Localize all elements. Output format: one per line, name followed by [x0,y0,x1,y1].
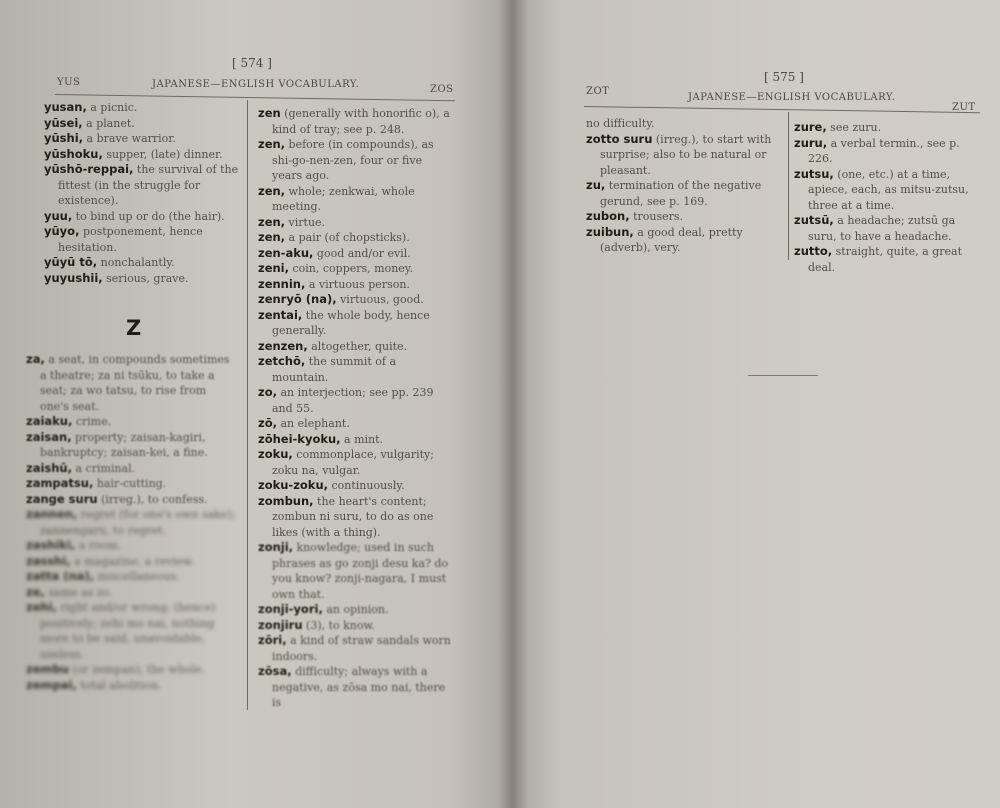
dictionary-entry [794,167,984,214]
dictionary-entry [794,244,984,275]
entry-headword: zen-aku, [258,245,314,260]
left-col1-entries [44,100,240,286]
entry-headword: zubon, [586,209,630,223]
entry-headword: zashiki, [26,538,76,552]
dictionary-entry [26,678,236,694]
dictionary-entry [44,100,240,116]
entry-headword: za, [26,352,45,366]
column-rule-r [788,112,789,260]
dictionary-entry [258,602,454,618]
dictionary-entry [44,131,240,147]
running-head-center-r: JAPANESE—ENGLISH VOCABULARY. [688,92,896,103]
entry-definition: (irreg.), to confess. [97,492,208,506]
dictionary-entry [586,225,782,256]
entry-headword: zehi, [26,600,57,614]
entry-definition: crime. [72,415,112,428]
dictionary-entry [44,162,240,209]
entry-headword: zōri, [258,633,287,647]
entry-definition: a mint. [340,432,384,446]
entry-headword: zen, [258,183,286,198]
dictionary-entry [258,339,454,355]
dictionary-entry [26,507,236,538]
entry-headword: zetchō, [258,354,306,368]
entry-headword: yūshō-reppai, [44,162,134,176]
running-head-right-r: ZUT [952,102,976,113]
dictionary-entry [44,255,240,271]
dictionary-entry [26,414,236,430]
right-page [512,0,1000,808]
entry-headword: zuibun, [586,224,634,239]
entry-definition: right and/or wrong; (hence) positively; zehi mo nai, nothing more to be said, unavoidable, useless. [40,601,216,661]
entry-headword: zennin, [258,276,306,291]
right-col2-entries [794,120,984,275]
entry-headword: zōsa, [258,664,292,678]
entry-definition: the whole body, hence generally. [272,308,430,337]
entry-definition: a verbal termin., see p. 226. [808,136,960,165]
entry-definition: supper, (late) dinner. [102,147,223,161]
entry-definition: miscellaneous. [94,570,180,583]
entry-definition: total abolition. [76,678,162,692]
entry-headword: zatta (na), [26,569,95,583]
dictionary-entry [794,136,984,167]
dictionary-entry [258,184,454,215]
running-head-left: YUS [57,77,81,88]
entry-definition: regret (for one's own sake); zannengaru, to regret. [40,508,236,537]
entry-headword: zenzen, [258,338,308,353]
dictionary-entry [26,554,236,570]
entry-headword: zonji-yori, [258,602,323,616]
dictionary-entry [26,476,236,492]
dictionary-entry [44,116,240,132]
entry-headword: zombun, [258,493,314,508]
dictionary-entry [258,664,454,711]
dictionary-entry [44,209,240,225]
entry-definition: no difficulty. [586,117,655,130]
entry-headword: zonjiru [258,617,303,632]
entry-definition: commonplace, vulgarity; zoku na, vulgar. [272,448,434,477]
dictionary-entry [26,662,236,678]
right-col1-entries [586,116,782,256]
dictionary-entry [258,230,454,246]
end-separator [748,375,818,376]
dictionary-entry [258,106,454,137]
entry-definition: coin, coppers, money. [289,262,414,275]
dictionary-entry [586,116,782,132]
dictionary-entry [44,147,240,163]
dictionary-entry [26,600,236,662]
entry-definition: straight, quite, a great deal. [808,245,963,274]
entry-headword: zannen, [26,507,78,521]
entry-headword: yūyo, [44,224,80,238]
running-head-center: JAPANESE—ENGLISH VOCABULARY. [152,79,360,90]
entry-definition: see zuru. [826,121,882,134]
left-col1-z-entries [26,352,236,693]
entry-headword: zoku-zoku, [258,478,328,492]
entry-headword: zonji, [258,540,294,554]
entry-headword: zampatsu, [26,476,94,490]
dictionary-entry [258,633,454,664]
header-rule-r [584,106,980,113]
entry-headword: zuru, [794,135,828,150]
entry-headword: zempai, [26,677,77,692]
entry-definition: postponement, hence hesitation. [58,225,203,254]
entry-headword: zen, [258,137,286,151]
dictionary-entry [794,120,984,136]
entry-headword: zeni, [258,261,289,275]
entry-definition: termination of the negative gerund, see p. 169. [600,179,762,208]
dictionary-entry [258,246,454,262]
dictionary-entry [258,308,454,339]
entry-definition: a virtuous person. [305,277,410,291]
dictionary-entry [258,354,454,385]
dictionary-entry [44,224,240,255]
entry-definition: knowledge; used in such phrases as go zonji desu ka? do you know? zonji-nagara, I must own that. [272,541,449,601]
entry-definition: whole; zenkwai, whole meeting. [272,184,415,213]
dictionary-entry [258,215,454,231]
dictionary-entry [26,569,236,585]
column-rule [247,100,248,710]
entry-definition: an interjection; see pp. 239 and 55. [272,386,434,415]
entry-definition: same as zo. [44,585,113,599]
entry-definition: trousers. [629,210,684,223]
entry-definition: a pair (of chopsticks). [285,231,410,244]
dictionary-entry [26,430,236,461]
dictionary-entry [258,277,454,293]
entry-definition: nonchalantly. [97,256,175,269]
entry-headword: zōhei-kyoku, [258,431,341,446]
entry-definition: the heart's content; zombun ni suru, to do as one likes (with a thing). [272,494,434,539]
entry-headword: yūyū tō, [44,255,98,269]
entry-definition: (3), to know. [302,618,376,632]
entry-headword: zenryō (na), [258,292,337,306]
entry-headword: zasshi, [26,553,71,568]
entry-headword: yūsei, [44,115,83,130]
entry-definition: a kind of straw sandals worn indoors. [272,634,451,663]
entry-headword: zotto suru [586,131,653,146]
entry-definition: an opinion. [322,603,389,616]
entry-headword: zaiaku, [26,414,73,428]
entry-headword: zoku, [258,447,293,461]
entry-headword: zembu [26,662,69,676]
entry-headword: zutto, [794,244,833,258]
entry-definition: hair-cutting. [93,477,167,490]
entry-definition: virtue. [285,215,326,229]
dictionary-entry [258,385,454,416]
dictionary-entry [26,461,236,477]
entry-definition: (irreg.), to start with surprise; also to be natural or pleasant. [600,132,772,177]
page-number-right: [ 575 ] [764,70,804,84]
entry-headword: yuu, [44,208,73,223]
entry-headword: zutsū, [794,213,834,227]
entry-definition: altogether, quite. [307,339,408,353]
entry-definition: to bind up or do (the hair). [72,209,225,223]
running-head-left-r: ZOT [586,86,610,97]
section-letter: Z [126,316,142,340]
entry-headword: zange suru [26,491,98,506]
entry-definition: (generally with honorific o), a kind of tray; see p. 248. [272,107,450,136]
dictionary-entry [258,618,454,634]
entry-definition: property; zaisan-kagiri, bankruptcy; zaisan-kei, a fine. [40,430,208,459]
dictionary-entry [258,478,454,494]
dictionary-entry [258,432,454,448]
entry-definition: difficulty; always with a negative, as zōsa mo nai, there is [272,665,446,709]
dictionary-entry [586,132,782,179]
entry-definition: a seat, in compounds sometimes a theatre; za ni tsūku, to take a seat; za wo tatsu, to rise from one's seat. [40,353,230,413]
dictionary-entry [26,492,236,508]
entry-headword: yusan, [44,100,87,114]
entry-headword: yūshoku, [44,146,103,161]
dictionary-entry [258,540,454,602]
entry-headword: zō, [258,416,277,430]
dictionary-entry [258,494,454,541]
entry-definition: (or zempan), the whole. [68,663,205,676]
entry-definition: a brave warrior. [83,132,176,145]
entry-headword: zen, [258,214,286,229]
entry-definition: (one, etc.) at a time, apiece, each, as mitsu-zutsu, three at a time. [808,167,969,212]
entry-definition: a magazine, a review. [70,554,195,568]
dictionary-entry [586,178,782,209]
dictionary-entry [26,352,236,414]
entry-definition: a planet. [82,116,135,130]
entry-headword: zure, [794,120,827,134]
entry-headword: yuyushii, [44,270,103,285]
dictionary-entry [258,137,454,184]
running-head-right: ZOS [430,84,454,95]
entry-definition: good and/or evil. [313,246,411,260]
entry-definition: a picnic. [86,101,138,114]
entry-headword: zo, [258,385,277,399]
dictionary-entry [586,209,782,225]
page-number-left: [ 574 ] [232,56,272,70]
entry-definition: virtuous, good. [336,293,424,306]
entry-headword: zaisan, [26,429,72,444]
entry-definition: the summit of a mountain. [272,355,397,384]
book-gutter [498,0,528,808]
entry-headword: zen, [258,230,286,244]
dictionary-entry [258,416,454,432]
entry-headword: zentai, [258,307,303,322]
entry-headword: ze, [26,584,45,599]
left-col2-entries [258,106,454,711]
entry-definition: the survival of the fittest (in the struggle for existence). [58,163,239,207]
dictionary-entry [258,292,454,308]
entry-headword: zu, [586,178,606,192]
entry-definition: a room. [75,539,122,552]
dictionary-entry [26,538,236,554]
dictionary-entry [26,585,236,601]
dictionary-entry [44,271,240,287]
dictionary-entry [258,261,454,277]
entry-headword: zaishū, [26,460,72,475]
entry-definition: a good deal, pretty (adverb), very. [600,225,743,254]
dictionary-entry [258,447,454,478]
dictionary-entry [794,213,984,244]
entry-headword: yūshi, [44,131,84,145]
entry-headword: zutsu, [794,166,834,181]
entry-definition: before (in compounds), as shi-go-nen-zen, four or five years ago. [272,138,434,182]
entry-headword: zen [258,106,281,120]
entry-definition: an elephant. [276,417,350,430]
entry-definition: a headache; zutsū ga suru, to have a headache. [808,214,956,243]
entry-definition: a criminal. [71,461,136,475]
entry-definition: serious, grave. [102,271,189,285]
entry-definition: continuously. [328,479,405,492]
